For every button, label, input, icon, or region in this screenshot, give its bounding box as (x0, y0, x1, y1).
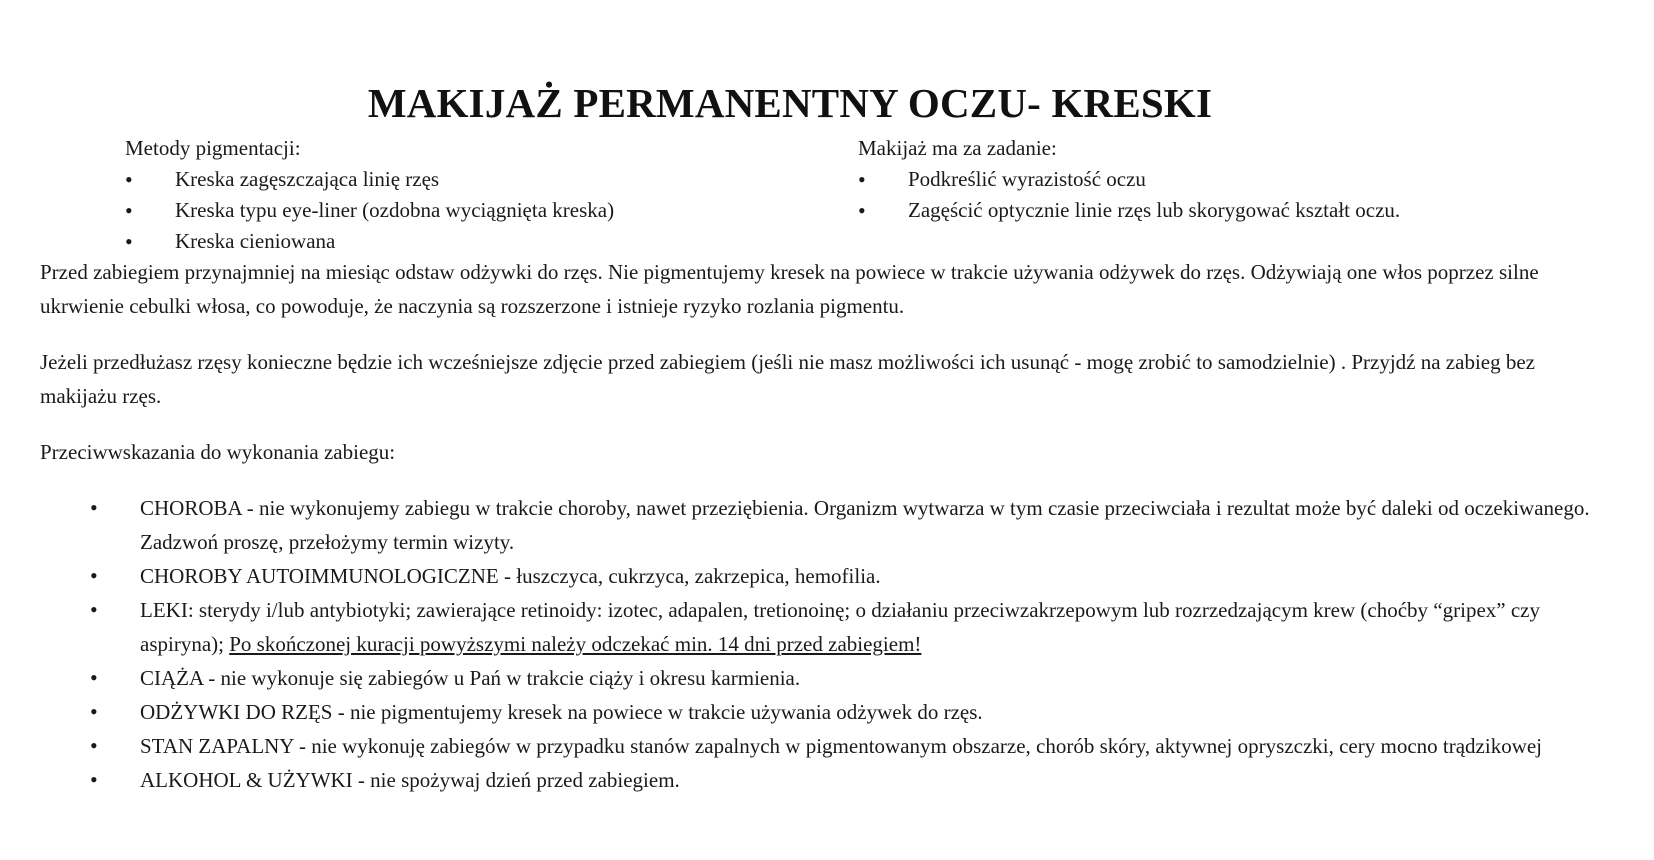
methods-section (125, 133, 785, 257)
list-item (858, 164, 1598, 195)
list-item-text: CHOROBY AUTOIMMUNOLOGICZNE - łuszczyca, cukrzyca, zakrzepica, hemofilia. (140, 564, 881, 588)
methods-heading: Metody pigmentacji: (125, 136, 301, 160)
list-item (40, 729, 1620, 763)
bullet-icon: • (90, 767, 98, 792)
bullet-icon: • (90, 597, 98, 622)
list-item-text: Kreska typu eye-liner (ozdobna wyciągnięta kreska) (175, 198, 615, 222)
purpose-list (858, 164, 1598, 226)
bullet-icon: • (125, 198, 133, 223)
list-item-underlined-text: Po skończonej kuracji powyższymi należy odczekać min. 14 dni przed zabiegiem! (229, 632, 922, 656)
list-item-text: Zagęścić optycznie linie rzęs lub skorygować kształt oczu. (908, 198, 1401, 222)
bullet-icon: • (90, 699, 98, 724)
purpose-heading: Makijaż ma za zadanie: (858, 136, 1057, 160)
list-item-text: CHOROBA - nie wykonujemy zabiegu w trakcie choroby, nawet przeziębienia. Organizm wytwarza w tym czasie przeciwciała i rezultat może być daleki od oczekiwanego. Zadzwoń proszę, przełożymy termin wizyty. (140, 496, 1590, 554)
list-item (125, 226, 785, 257)
bullet-icon: • (858, 167, 866, 192)
contraindications-list (40, 491, 1620, 797)
page-title: MAKIJAŻ PERMANENTNY OCZU- KRESKI (367, 80, 1213, 127)
list-item-text: CIĄŻA - nie wykonuje się zabiegów u Pań w trakcie ciąży i okresu karmienia. (140, 666, 801, 690)
list-item-text: STAN ZAPALNY - nie wykonuję zabiegów w przypadku stanów zapalnych w pigmentowanym obszarze, chorób skóry, aktywnej opryszczki, cery mocno trądzikowej (140, 734, 1543, 758)
contraindications-heading: Przeciwwskazania do wykonania zabiegu: (40, 440, 396, 464)
list-item (125, 195, 785, 226)
list-item (40, 559, 1620, 593)
bullet-icon: • (858, 198, 866, 223)
list-item (858, 195, 1598, 226)
bullet-icon: • (125, 229, 133, 254)
bullet-icon: • (90, 733, 98, 758)
list-item-text: ODŻYWKI DO RZĘS - nie pigmentujemy kresek na powiece w trakcie używania odżywek do rzęs. (140, 700, 983, 724)
list-item-text: LEKI: sterydy i/lub antybiotyki; zawierające retinoidy: izotec, adapalen, tretionoinę; o działaniu przeciwzakrzepowym lub rozrzedzającym krew (choćby “gripex” czy aspiryna); (140, 598, 1540, 656)
serums-paragraph: Przed zabiegiem przynajmniej na miesiąc odstaw odżywki do rzęs. Nie pigmentujemy kresek na powiece w trakcie używania odżywek do rzęs. Odżywiają one włos poprzez silne ukrwienie cebulki włosa, co powoduje, że naczynia są rozszerzone i istnieje ryzyko rozlania pigmentu. (40, 260, 1539, 318)
extensions-paragraph: Jeżeli przedłużasz rzęsy konieczne będzie ich wcześniejsze zdjęcie przed zabiegiem (jeśli nie masz możliwości ich usunąć - mogę zrobić to samodzielnie) . Przyjdź na zabieg bez makijażu rzęs. (40, 350, 1535, 408)
bullet-icon: • (90, 563, 98, 588)
list-item (40, 593, 1620, 661)
bullet-icon: • (90, 665, 98, 690)
list-item (40, 763, 1620, 797)
purpose-section (858, 133, 1598, 226)
methods-list (125, 164, 785, 257)
bullet-icon: • (90, 495, 98, 520)
list-item-text: ALKOHOL & UŻYWKI - nie spożywaj dzień przed zabiegiem. (140, 768, 680, 792)
bullet-icon: • (125, 167, 133, 192)
list-item-text: Podkreślić wyrazistość oczu (908, 167, 1146, 191)
list-item (40, 695, 1620, 729)
list-item (40, 661, 1620, 695)
list-item-text: Kreska cieniowana (175, 229, 336, 253)
list-item (125, 164, 785, 195)
list-item (40, 491, 1620, 559)
list-item-text: Kreska zagęszczająca linię rzęs (175, 167, 440, 191)
